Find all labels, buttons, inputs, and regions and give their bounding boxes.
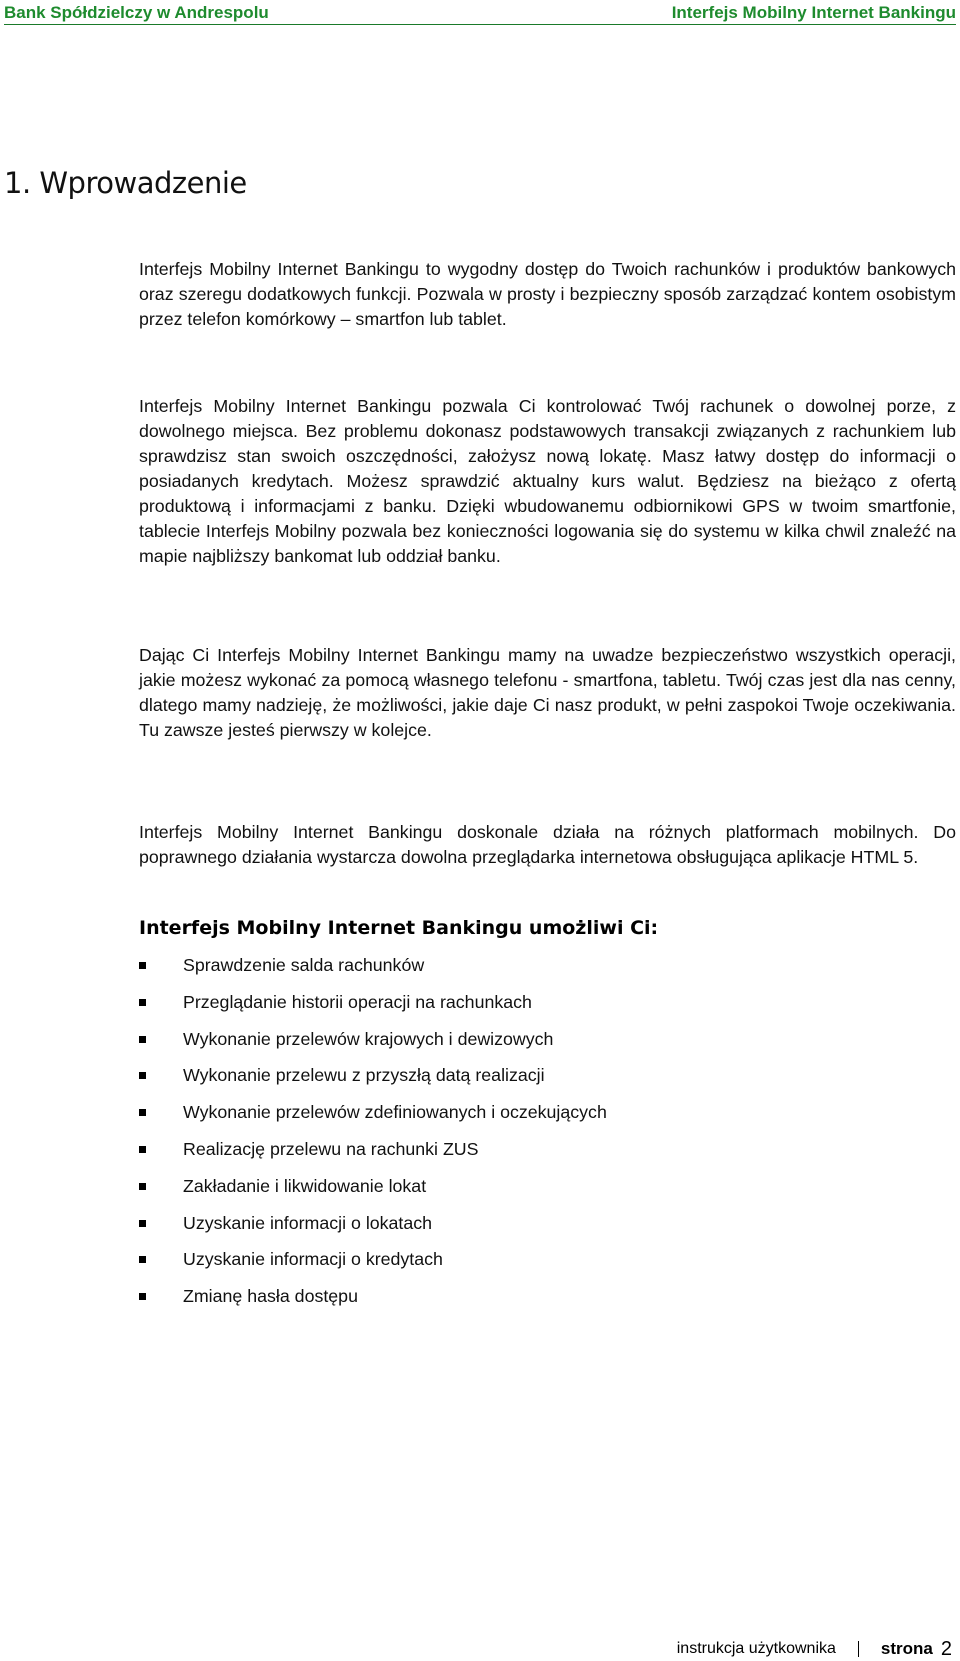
page-word: strona bbox=[880, 1639, 933, 1658]
bank-name: Bank Spółdzielczy w Andrespolu bbox=[4, 2, 269, 22]
features-overview-paragraph: Interfejs Mobilny Internet Bankingu pozwala Ci kontrolować Twój rachunek o dowolnej porze, z dowolnego miejsca. Bez problemu dokonasz podstawowych transakcji związanych z rachunkiem lub sprawdzisz stan swoich oszczędności, założysz nową lokatę. Masz łatwy dostęp do informacji o posiadanych kredytach. Możesz sprawdzić aktualny kurs walut. Będziesz na bieżąco z ofertą produktową i informacjami z banku. Dzięki wbudowanemu odbiornikowi GPS w twoim smartfonie, tablecie Interfejs Mobilny pozwala bez konieczności logowania się do systemu w kilka chwil znaleźć na mapie najbliższy bankomat lub oddział banku. bbox=[139, 396, 956, 566]
security-paragraph: Dając Ci Interfejs Mobilny Internet Bankingu mamy na uwadze bezpieczeństwo wszystkich operacji, jakie możesz wykonać za pomocą własnego telefonu - smartfona, tabletu. Twój czas jest dla nas cenny, dlatego mamy nadzieję, że możliwości, jakie daje Ci nasz produkt, w pełni zaspokoi Twoje oczekiwania. Tu zawsze jesteś pierwszy w kolejce. bbox=[139, 645, 956, 740]
list-item-label: Zakładanie i likwidowanie lokat bbox=[183, 1175, 427, 1196]
list-item-label: Zmianę hasła dostępu bbox=[183, 1286, 358, 1307]
square-bullet-icon bbox=[139, 999, 146, 1006]
list-item bbox=[139, 1065, 607, 1102]
platforms-paragraph: Interfejs Mobilny Internet Bankingu doskonale działa na różnych platformach mobilnych. Do poprawnego działania wystarcza dowolna przeglądarka internetowa obsługująca aplikacje HTML 5. bbox=[139, 822, 956, 867]
page-footer bbox=[0, 1637, 952, 1661]
list-item-label: Wykonanie przelewów krajowych i dewizowych bbox=[183, 1028, 554, 1049]
features-list bbox=[139, 955, 607, 1323]
intro-paragraph: Interfejs Mobilny Internet Bankingu to wygodny dostęp do Twoich rachunków i produktów bankowych oraz szeregu dodatkowych funkcji. Pozwala w prosty i bezpieczny sposób zarządzać kontem osobistym przez telefon komórkowy – smartfon lub tablet. bbox=[139, 259, 956, 329]
square-bullet-icon bbox=[139, 1220, 146, 1227]
list-item bbox=[139, 1102, 607, 1139]
square-bullet-icon bbox=[139, 1109, 146, 1116]
product-name: Interfejs Mobilny Internet Bankingu bbox=[671, 2, 956, 22]
list-item-label: Sprawdzenie salda rachunków bbox=[183, 955, 425, 975]
document-label: instrukcja użytkownika bbox=[676, 1640, 836, 1657]
list-item-label: Uzyskanie informacji o lokatach bbox=[183, 1212, 433, 1233]
list-item bbox=[139, 1029, 607, 1066]
square-bullet-icon bbox=[139, 1256, 146, 1263]
list-item bbox=[139, 1249, 607, 1286]
list-item-label: Wykonanie przelewu z przyszłą datą realizacji bbox=[183, 1065, 545, 1086]
page-header bbox=[4, 0, 956, 25]
list-item-label: Realizację przelewu na rachunki ZUS bbox=[183, 1138, 479, 1159]
footer-divider bbox=[858, 1641, 859, 1657]
list-item-label: Przeglądanie historii operacji na rachunkach bbox=[183, 991, 532, 1012]
square-bullet-icon bbox=[139, 1183, 146, 1190]
list-item-label: Uzyskanie informacji o kredytach bbox=[183, 1249, 443, 1270]
list-item bbox=[139, 992, 607, 1029]
square-bullet-icon bbox=[139, 1072, 146, 1079]
square-bullet-icon bbox=[139, 1146, 146, 1153]
section-title: 1. Wprowadzenie bbox=[4, 166, 247, 200]
list-item bbox=[139, 1139, 607, 1176]
page-number: 2 bbox=[940, 1637, 952, 1660]
square-bullet-icon bbox=[139, 1293, 146, 1300]
list-item-label: Wykonanie przelewów zdefiniowanych i oczekujących bbox=[183, 1102, 607, 1123]
square-bullet-icon bbox=[139, 1036, 146, 1043]
list-item bbox=[139, 1176, 607, 1213]
square-bullet-icon bbox=[139, 962, 146, 969]
list-item bbox=[139, 1213, 607, 1250]
features-heading: Interfejs Mobilny Internet Bankingu umożliwi Ci: bbox=[139, 917, 659, 939]
list-item bbox=[139, 955, 607, 992]
list-item bbox=[139, 1286, 607, 1323]
